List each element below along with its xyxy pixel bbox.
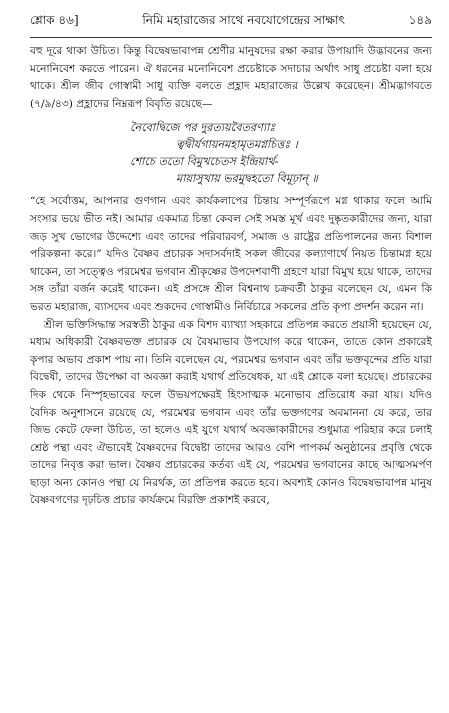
verse-line: ত্বদ্বীর্যগায়নমহামৃতমগ্নচিত্তঃ । <box>176 138 298 152</box>
paragraph-commentary: শ্রীল ভক্তিসিদ্ধান্ত সরস্বতী ঠাকুর এক বিশদ ব্যাখ্যা সহকারে প্রতিপন্ন করতে প্রয়াসী হয়েছেন যে, মধ্যম অধিকারী বৈষ্ণবভক্ত প্রচারক যে বৈষম্যভাব উপযোগ করে থাকেন, তাতে কোন প্রকারেই কৃপার অভাব প্রকাশ পায় না। তিনি বলেছেন যে, পরমেশ্বর ভগবান এবং তাঁর ভক্তবৃন্দের প্রতি যারা বিদ্বেষী, তাদের উপেক্ষা বা অবজ্ঞা করাই যথার্থ প্রতিষেধক, যা এই শ্লোকে বলা হয়েছে। প্রচারকের দিক থেকে নিস্পৃহভাবের ফলে উভয়পক্ষেরই হিংসাত্মক মনোভাব প্রতিরোধ করা যায়। যদিও বৈদিক অনুশাসনে রয়েছে যে, পরমেশ্বর ভগবান এবং তাঁর ভক্তগণের অবমাননা যে করে, তার জিভ কেটে ফেলা উচিত, তা হলেও এই যুগে যথার্থ অবজ্ঞাকারীদের শুধুমাত্র পরিহার করে চলাই শ্রেষ্ঠ পন্থা এবং ঐভাবেই বৈষ্ণবদের বিদ্বেষ্টা তাদের আরও বেশি পাপকর্ম অনুষ্ঠানের প্রবৃত্তি থেকে তাদের নিবৃত্ত করা ভাল। বৈষ্ণব প্রচারকের কর্তব্য এই যে, পরমেশ্বর ভগবানের কাছে আত্মসমর্পণ ছাড়া অন্য কোনও পন্থা যে নিরর্থক, তা প্রতিপন্ন করতে হবে। অবশ্যই কোনও বিদ্বেষভাবাপন্ন মানুষ বৈষ্ণবগণের দৃঢ়চিত্ত প্রচার কার্যক্রমে বিরক্তি প্রকাশই করবে, <box>30 318 432 507</box>
chapter-title: নিমি মহারাজের সাথে নবযোগেন্দ্রের সাক্ষাৎ <box>142 13 345 27</box>
sanskrit-verse <box>30 119 432 187</box>
verse-reference: শ্লোক ৪৬] <box>30 13 79 27</box>
verse-line: শোচে ততো বিমুখচেতস ইন্দ্রিয়ার্থ- <box>130 155 279 169</box>
verse-line: মায়াসুখায় ভরমুদ্বহতো বিমূঢ়ান্‌ ॥ <box>176 172 318 186</box>
book-page <box>30 6 432 510</box>
paragraph-translation: “হে সর্বোত্তম, আপনার গুণগান এবং কার্যকলাপের চিন্তায় সম্পূর্ণরূপে মগ্ন থাকার ফলে আমি সংসার ভয়ে ভীত নই। আমার একমাত্র চিন্তা কেবল সেই সমস্ত মূর্খ এবং দুষ্কৃতকারীদের জন্য, যারা জড় সুখ ভোগের উদ্দেশ্যে এবং তাদের পরিবারবর্গ, সমাজ ও রাষ্ট্রের প্রতিপালনের জন্য বিশাল পরিকল্পনা করে।” যদিও বৈষ্ণব প্রচারক সদাসর্বদাই সকল জীবের কল্যাণার্থে নিয়ত চিন্তামগ্ন হয়ে থাকেন, তা সত্ত্বেও পরমেশ্বর ভগবান শ্রীকৃষ্ণের উপদেশবাণী গ্রহণে যারা বিমুখ হয়ে থাকে, তাদের সঙ্গ তাঁরা বর্জন করেই থাকেন। এই প্রসঙ্গে শ্রীল বিশ্বনাথ চক্রবর্তী ঠাকুর বলেছেন যে, এমন কি ভরত মহারাজ, ব্যাসদেব এবং শুকদেব গোস্বামীও নির্বিচারে সকলের প্রতি কৃপা প্রদর্শন করেন না। <box>30 195 432 313</box>
paragraph-intro: বহু দূরে থাকা উচিত। কিন্তু বিদ্বেষভাবাপন্ন শ্রেণীর মানুষদের রক্ষা করার উপায়াদি উদ্ভাবনের জন্য মনোনিবেশ করতে পারেন। ঐ ধরনের মনোনিবেশ প্রচেষ্টাকে সদাচার অর্থাৎ সাধু প্রচেষ্টা বলা হয়ে থাকে। শ্রীল জীব গোস্বামী সাধু ব্যক্তি বলতে প্রহ্লাদ মহারাজের উল্লেখ করেছেন। শ্রীমদ্ভাগবতে (৭/৯/৪৩) প্রহ্লাদের নিম্নরূপ বিবৃতি রয়েছে— <box>30 45 432 110</box>
page-number: ১৪৯ <box>408 13 432 27</box>
running-header <box>30 6 432 38</box>
verse-line: নৈবোদ্বিজে পর দুরত্যয়বৈতরণ্যাঃ <box>130 121 276 135</box>
